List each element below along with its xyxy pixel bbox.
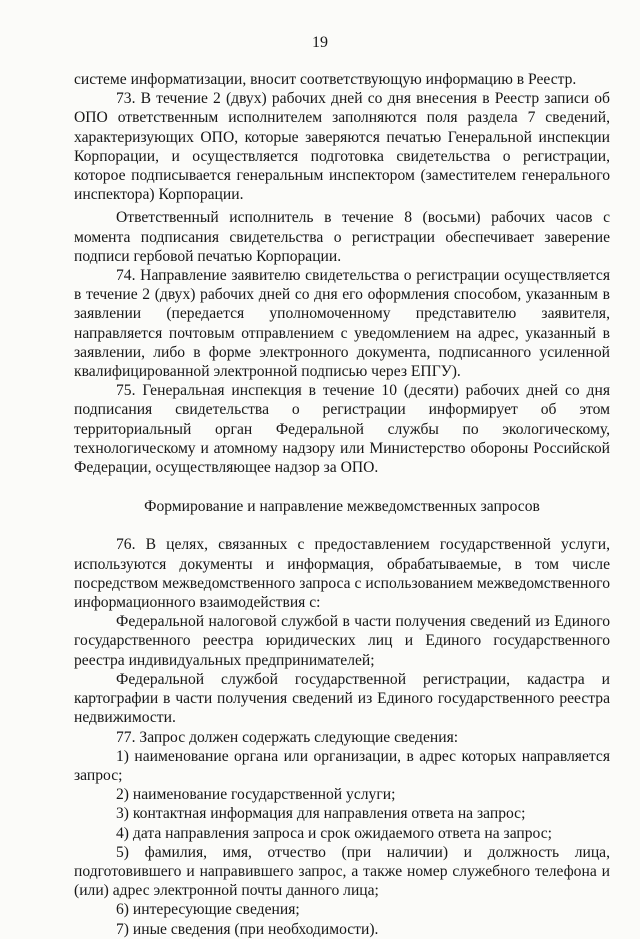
list-item-4: 4) дата направления запроса и срок ожидаемого ответа на запрос; (116, 824, 552, 842)
list-item-2: 2) наименование государственной услуги; (116, 786, 396, 804)
section-heading: Формирование и направление межведомственных запросов (144, 498, 540, 516)
list-item-3: 3) контактная информация для направления ответа на запрос; (116, 805, 526, 823)
page-number: 19 (312, 34, 328, 51)
paragraph-73: 73. В течение 2 (двух) рабочих дней со дня внесения в Реестр записи об ОПО ответственным исполнителем заполняются поля раздела 7 сведений, характеризующих ОПО, которые заверяются печатью Генеральной инспекции Корпорации, и осуществляется подготовка свидетельства о регистрации, которое подписывается генеральным инспектором (заместителем генерального инспектора) Корпорации. (74, 90, 610, 204)
paragraph-74: 74. Направление заявителю свидетельства о регистрации осуществляется в течение 2 (двух) рабочих дней со дня его оформления способом, указанным в заявлении (передается уполномоченному представителю заявителя, направляется почтовым отправлением с уведомлением на адрес, указанный в заявлении, либо в форме электронного документа, подписанного усиленной квалифицированной электронной подписью через ЕПГУ). (74, 267, 610, 381)
paragraph-75: 75. Генеральная инспекция в течение 10 (десяти) рабочих дней со дня подписания свидетельства о регистрации информирует об этом территориальный орган Федеральной службы по экологическому, технологическому и атомному надзору или Министерство обороны Российской Федерации, осуществляющее надзор за ОПО. (74, 382, 610, 477)
paragraph-76: 76. В целях, связанных с предоставлением государственной услуги, используются документы и информация, обрабатываемые, в том числе посредством межведомственного запроса с использованием межведомственного информационного взаимодействия с: (74, 536, 610, 612)
list-item-5: 5) фамилия, имя, отчество (при наличии) и должность лица, подготовившего и направившего запрос, а также номер служебного телефона и (или) адрес электронной почты данного лица; (74, 843, 610, 900)
list-item-6: 6) интересующие сведения; (116, 901, 300, 919)
paragraph-73-sub: Ответственный исполнитель в течение 8 (восьми) рабочих часов с момента подписания свидетельства о регистрации обеспечивает заверение подписи гербовой печатью Корпорации. (74, 209, 610, 265)
list-item-7: 7) иные сведения (при необходимости). (116, 920, 379, 938)
document-body (74, 70, 610, 939)
paragraph-76-fns: Федеральной налоговой службой в части получения сведений из Единого государственного реестра юридических лиц и Единого государственного реестра индивидуальных предпринимателей; (74, 613, 610, 669)
list-item-1: 1) наименование органа или организации, в адрес которых направляется запрос; (74, 747, 610, 784)
paragraph-77: 77. Запрос должен содержать следующие сведения: (116, 728, 459, 746)
paragraph-continuation: системе информатизации, вносит соответствующую информацию в Реестр. (74, 71, 577, 88)
paragraph-76-rosreestr: Федеральной службой государственной регистрации, кадастра и картографии в части получения сведений из Единого государственного реестра недвижимости. (74, 670, 610, 727)
